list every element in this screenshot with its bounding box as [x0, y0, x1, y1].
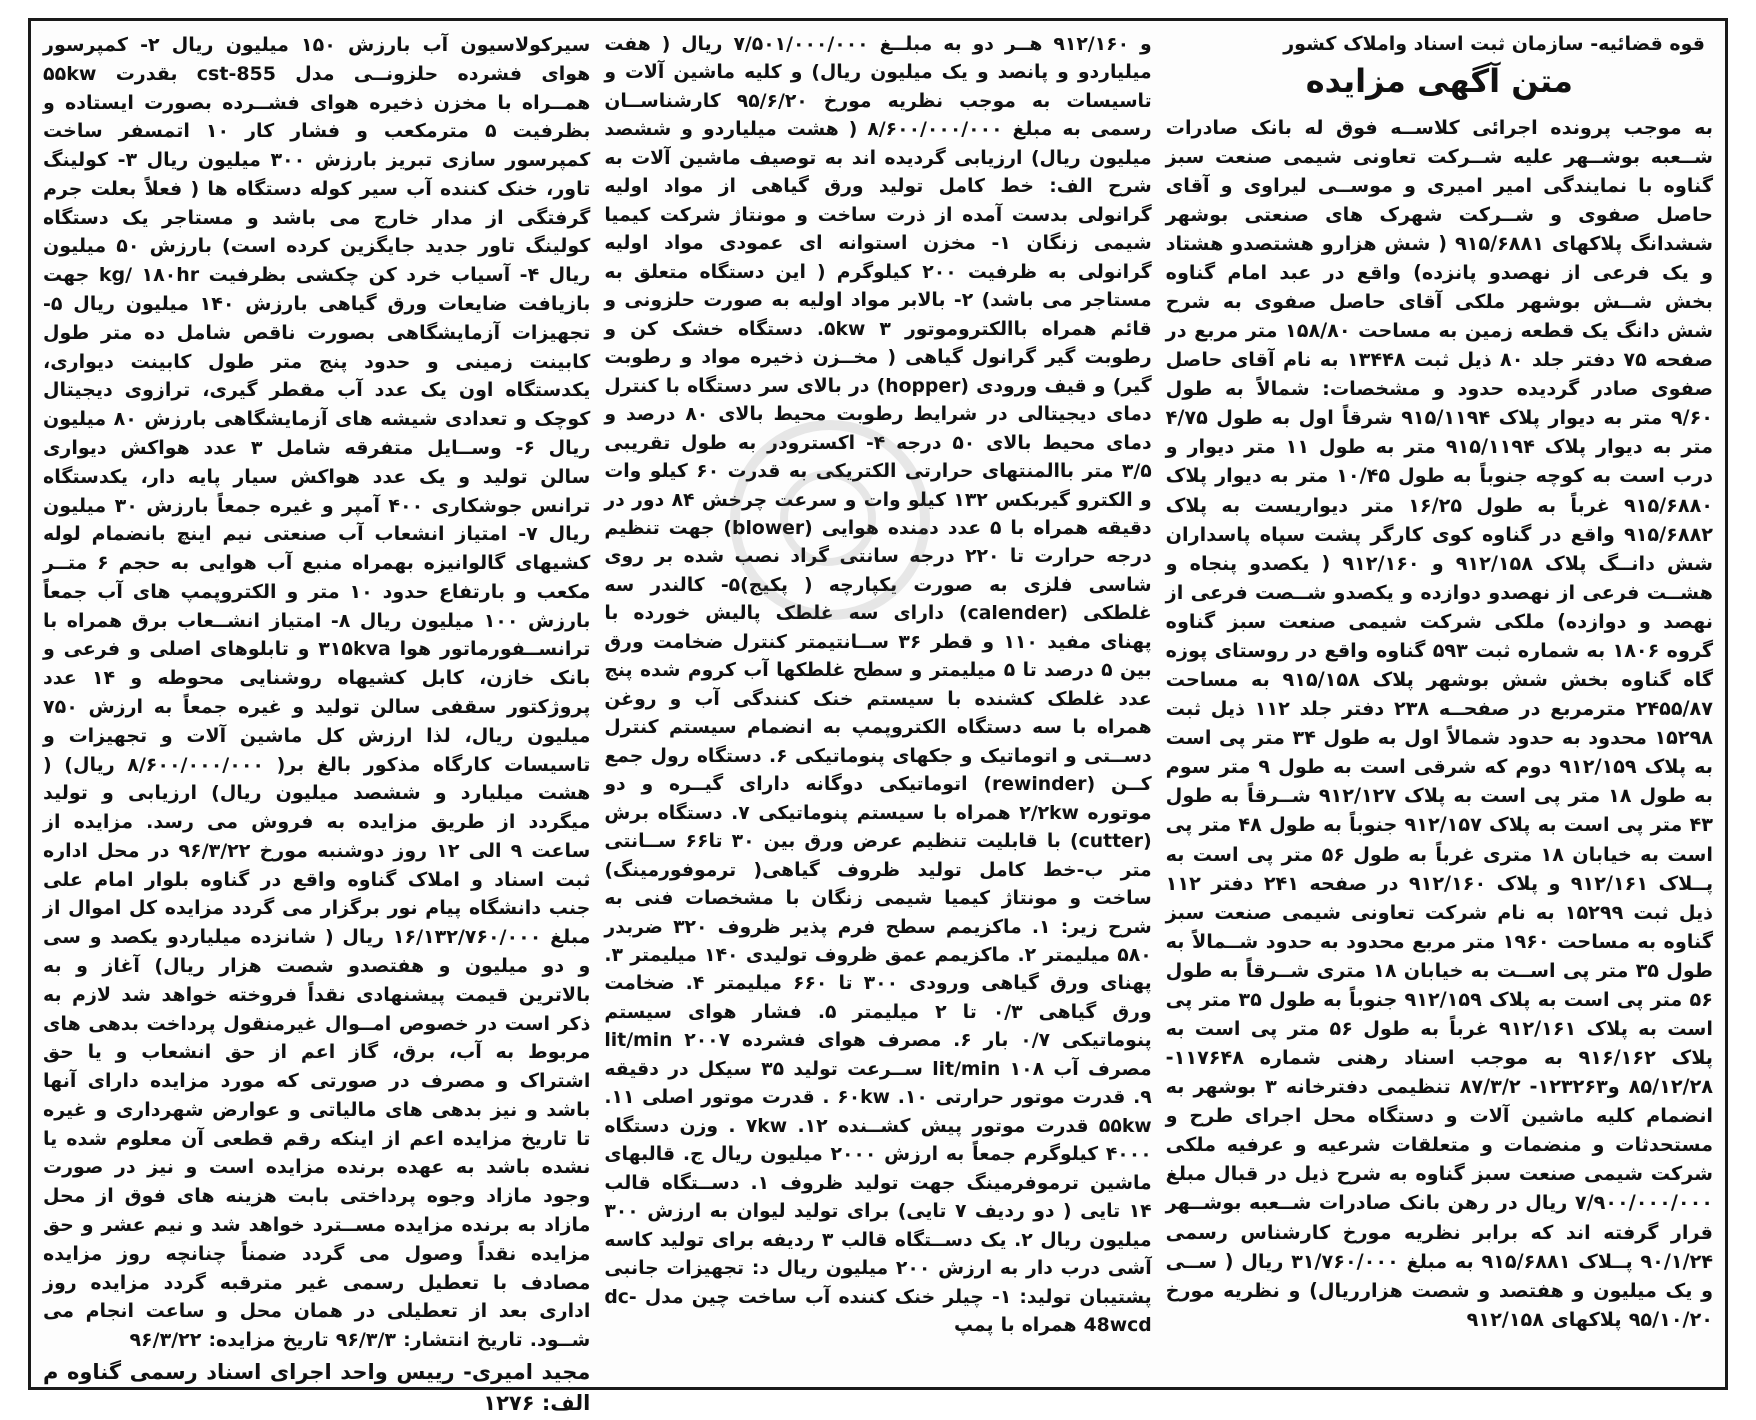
- column-3-text: سیرکولاسیون آب بارزش ۱۵۰ میلیون ریال ۲- کمپرسور هوای فشرده حلزونــی مدل cst-855 بقدرت ۵۵kw همــراه با مخزن ذخیره هوای فشــرده بصورت ایستاده و بظرفیت ۵ مترمکعب و فشار کار ۱۰ اتمسفر ساخت کمپرسور سازی تبریز بارزش ۳۰۰ میلیون ریال ۳- کولینگ تاور، خنک کننده آب سیر کوله دستگاه ها ( فعلاً بعلت جرم گرفتگی از مدار خارج می باشد و مستاجر یک دستگاه کولینگ تاور جدید جایگزین کرده است) بارزش ۵۰ میلیون ریال ۴- آسیاب خرد کن چکشی بظرفیت kg/ ۱۸۰hr جهت بازیافت ضایعات ورق گیاهی بارزش ۱۴۰ میلیون ریال ۵- تجهیزات آزمایشگاهی بصورت ناقص شامل ده متر طول کابینت زمینی و حدود پنج متر طول کابینت دیواری، یکدستگاه اون یک عدد آب مقطر گیری، ترازوی دیجیتال کوچک و تعدادی شیشه های آزمایشگاهی بارزش ۸۰ میلیون ریال ۶- وســایل متفرقه شامل ۳ عدد هواکش دیواری سالن تولید و یک عدد هواکش سیار پایه دار، یکدستگاه ترانس جوشکاری ۴۰۰ آمپر و غیره جمعاً بارزش ۳۰ میلیون ریال ۷- امتیاز انشعاب آب صنعتی نیم اینچ بانضمام لوله کشیهای گالوانیزه بهمراه منبع آب هوایی به حجم ۶ متــر مکعب و بارتفاع حدود ۱۰ متر و الکتروپمپ های آب جمعاً بارزش ۱۰۰ میلیون ریال ۸- امتیاز انشــعاب برق همراه با ترانســفورماتور هوا ۳۱۵kva و تابلوهای اصلی و فرعی و بانک خازن، کابل کشیهاه روشنایی محوطه و ۱۴ عدد پروژکتور سقفی سالن تولید و غیره جمعاً به ارزش ۷۵۰ میلیون ریال، لذا ارزش کل ماشین آلات و تجهیزات و تاسیسات کارگاه مذکور بالغ بر( ۸/۶۰۰/۰۰۰/۰۰۰ ریال) ( هشت میلیارد و ششصد میلیون ریال) ارزیابی و تولید میگردد از طریق مزایده به فروش می رسد. مزایده از ساعت ۹ الی ۱۲ روز دوشنبه مورخ ۹۶/۳/۲۲ در محل اداره ثبت اسناد و املاک گناوه واقع در گناوه بلوار امام علی جنب دانشگاه پیام نور برگزار می گردد مزایده کل اموال از مبلغ ۱۶/۱۳۲/۷۶۰/۰۰۰ ریال ( شانزده میلیاردو یکصد و سی و دو میلیون و هفتصدو شصت هزار ریال) آغاز و به بالاترین قیمت پیشنهادی نقداً فروخته خواهد شد لازم به ذکر است در خصوص امــوال غیرمنقول پرداخت بدهی های مربوط به آب، برق، گاز اعم از حق انشعاب و یا حق اشتراک و مصرف در صورتی که مورد مزایده دارای آنها باشد و نیز بدهی های مالیاتی و عوارض شهرداری و غیره تا تاریخ مزایده اعم از اینکه رقم قطعی آن معلوم شده یا نشده باشد به عهده برنده مزایده است و نیز در صورت وجود مازاد وجوه پرداختی بابت هزینه های فوق از محل مازاد به برنده مزایده مســترد خواهد شد و نیم عشر و حق مزایده نقداً وصول می گردد ضمناً چنانچه روز مزایده مصادف با تعطیل رسمی غیر مترقبه گردد مزایده روز اداری بعد از تعطیلی در همان محل و ساعت انجام می شــود. تاریخ انتشار: ۹۶/۳/۳ تاریخ مزایده: ۹۶/۳/۲۲: [43, 34, 591, 1352]
- organization-line: قوه قضائیه- سازمان ثبت اسناد واملاک کشور: [1283, 33, 1705, 55]
- ad-title: متن آگهی مزایده: [1305, 61, 1573, 100]
- column-1-text: به موجب پرونده اجرائی کلاســه فوق له بانک صادرات شــعبه بوشــهر علیه شــرکت تعاونی شیمی صنعت سبز گناوه با نمایندگی امیر امیری و موســی لیراوی و آقای حاصل صفوی و شــرکت شهرک های صنعتی بوشهر ششدانگ پلاکهای ۹۱۵/۶۸۸۱ ( شش هزارو هشتصدو هشتاد و یک فرعی از نهصدو پانزده) واقع در عبد امام گناوه بخش شــش بوشهر ملکی آقای حاصل صفوی به شرح شش دانگ یک قطعه زمین به مساحت ۱۵۸/۸۰ متر مربع در صفحه ۷۵ دفتر جلد ۸۰ ذیل ثبت ۱۳۴۴۸ به نام آقای حاصل صفوی صادر گردیده حدود و مشخصات: شمالاً به طول ۹/۶۰ متر به دیوار پلاک ۹۱۵/۱۱۹۴ شرقاً اول به طول ۴/۷۵ متر به دیوار پلاک ۹۱۵/۱۱۹۴ متر به طول ۱۱ متر دیوار و درب است به کوچه جنوباً به طول ۱۰/۴۵ متر به دیوار پلاک ۹۱۵/۶۸۸۰ غرباً به طول ۱۶/۲۵ متر دیواریست به پلاک ۹۱۵/۶۸۸۲ واقع در گناوه کوی کارگر پشت سپاه پاسداران شش دانــگ پلاک ۹۱۲/۱۵۸ و ۹۱۲/۱۶۰ ( یکصدو پنجاه و هشــت فرعی از نهصدو دوازده و یکصدو شــصت فرعی از نهصد و دوازده) ملکی شرکت شیمی صنعت سبز گناوه گروه ۱۸۰۶ به شماره ثبت ۵۹۳ گناوه واقع در روستای پوزه گاه گناوه بخش شش بوشهر پلاک ۹۱۵/۱۵۸ به مساحت ۲۴۵۵/۸۷ مترمربع در صفحــه ۲۳۸ دفتر جلد ۱۱۲ ذیل ثبت ۱۵۲۹۸ محدود به حدود شمالاً اول به طول ۳۴ متر پی است به پلاک ۹۱۲/۱۵۹ دوم که شرقی است به طول ۹ متر سوم به طول ۱۸ متر پی است به پلاک ۹۱۲/۱۲۷ شــرقاً به طول ۴۳ متر پی است به پلاک ۹۱۲/۱۵۷ جنوباً به طول ۴۸ متر پی است به خیابان ۱۸ متری غرباً به طول ۵۶ متر پی است به پــلاک ۹۱۲/۱۶۱ و پلاک ۹۱۲/۱۶۰ در صفحه ۲۴۱ دفتر ۱۱۲ ذیل ثبت ۱۵۲۹۹ به نام شرکت تعاونی شیمی صنعت سبز گناوه به مساحت ۱۹۶۰ متر مربع محدود به حدود شــمالاً به طول ۳۵ متر پی اســت به خیابان ۱۸ متری شــرقاً به طول ۵۶ متر پی است به پلاک ۹۱۲/۱۵۹ جنوباً به طول ۳۵ متر پی است به پلاک ۹۱۲/۱۶۱ غرباً به طول ۵۶ متر پی است به پلاک ۹۱۶/۱۶۲ به موجب اسناد رهنی شماره ۱۱۷۶۴۸- ۸۵/۱۲/۲۸ و۱۲۳۲۶۳- ۸۷/۳/۲ تنظیمی دفترخانه ۳ بوشهر به انضمام کلیه ماشین آلات و دستگاه محل اجرای طرح و مستحدثات و منضمات و متعلقات شرعیه و عرفیه ملکی شرکت شیمی صنعت سبز گناوه به شرح ذیل در قبال مبلغ ۷/۹۰۰/۰۰۰/۰۰۰ ریال در رهن بانک صادرات شــعبه بوشــهر قرار گرفته اند که برابر نظریه مورخ کارشناس رسمی ۹۰/۱/۲۴ پــلاک ۹۱۵/۶۸۸۱ به مبلغ ۳۱/۷۶۰/۰۰۰ ریال ( ســی و یک میلیون و هفتصد و شصت هزارریال) و نظریه مورخ ۹۵/۱۰/۲۰ پلاکهای ۹۱۲/۱۵۸: [1165, 115, 1714, 1331]
- column-2-text: و ۹۱۲/۱۶۰ هــر دو به مبلــغ ۷/۵۰۱/۰۰۰/۰۰۰ ریال ( هفت میلیاردو و پانصد و یک میلیون ریال) و کلیه ماشین آلات و تاسیسات به موجب نظریه مورخ ۹۵/۶/۲۰ کارشناســان رسمی به مبلغ ۸/۶۰۰/۰۰۰/۰۰۰ ( هشت میلیاردو و ششصد میلیون ریال) ارزیابی گردیده اند به توصیف ماشین آلات به شرح الف: خط کامل تولید ورق گیاهی از مواد اولیه گرانولی بدست آمده از ذرت ساخت و مونتاژ شرکت کیمیا شیمی زنگان ۱- مخزن استوانه ای عمودی مواد اولیه گرانولی به ظرفیت ۲۰۰ کیلوگرم ( این دستگاه متعلق به مستاجر می باشد) ۲- بالابر مواد اولیه به صورت حلزونی و قائم همراه باالکتروموتور ۵kw ۳. دستگاه خشک کن و رطوبت گیر گرانول گیاهی ( مخــزن ذخیره مواد و رطوبت گیر) و قیف ورودی (hopper) در بالای سر دستگاه با کنترل دمای دیجیتالی در شرایط رطوبت محیط بالای ۸۰ درصد و دمای محیط بالای ۵۰ درجه ۴- اکسترودر به طول تقریبی ۳/۵ متر باالمنتهای حرارتی الکتریکی به قدرت ۶۰ کیلو وات و الکترو گیربکس ۱۳۲ کیلو وات و سرعت چرخش ۸۴ دور در دقیقه همراه با ۵ عدد دمنده هوایی (blower) جهت تنظیم درجه حرارت تا ۲۲۰ درجه سانتی گراد نصب شده بر روی شاسی فلزی به صورت یکپارچه ( پکیج)۵- کالندر سه غلطکی (calender) دارای سه غلطک پالیش خورده با پهنای مفید ۱۱۰ و قطر ۳۶ ســانتیمتر کنترل ضخامت ورق بین ۵ درصد تا ۵ میلیمتر و سطح غلطکها آب کروم شده پنج عدد غلطک کشنده با سیستم خنک کنندگی آب و روغن همراه با سه دستگاه الکتروپمپ به انضمام سیستم کنترل دســتی و اتوماتیک و جکهای پنوماتیکی ۶. دستگاه رول جمع کــن (rewinder) اتوماتیکی دوگانه دارای گیــره و دو موتوره ۲/۲kw همراه با سیستم پنوماتیکی ۷. دستگاه برش (cutter) با قابلیت تنظیم عرض ورق بین ۳۰ تا۶۶ ســانتی متر ب-خط کامل تولید ظروف گیاهی( ترموفورمینگ) ساخت و مونتاژ کیمیا شیمی زنگان با مشخصات فنی به شرح زیر: ۱. ماکزیمم سطح فرم پذیر ظروف ۳۲۰ ضربدر ۵۸۰ میلیمتر ۲. ماکزیمم عمق ظروف تولیدی ۱۴۰ میلیمتر ۳. پهنای ورق گیاهی ورودی ۳۰۰ تا ۶۶۰ میلیمتر ۴. ضخامت ورق گیاهی ۰/۳ تا ۲ میلیمتر ۵. فشار هوای سیستم پنوماتیکی ۰/۷ بار ۶. مصرف هوای فشرده ۲۰۰۷ lit/min مصرف آب ۱۰۸ lit/min ســرعت تولید ۳۵ سیکل در دقیقه ۹. قدرت موتور حرارتی ۱۰. ۶۰kw . قدرت موتور اصلی ۱۱. ۵۵kw قدرت موتور پیش کشــنده ۱۲. ۷kw . وزن دستگاه ۴۰۰۰ کیلوگرم جمعاً به ارزش ۲۰۰۰ میلیون ریال ج. قالبهای ماشین ترموفرمینگ جهت تولید ظروف ۱. دســتگاه قالب ۱۴ تایی ( دو ردیف ۷ تایی) برای تولید لیوان به ارزش ۳۰۰ میلیون ریال ۲. یک دســتگاه قالب ۳ ردیفه برای تولید کاسه آشی درب دار به ارزش ۲۰۰ میلیون ریال د: تجهیزات جانبی پشتیبان تولید: ۱- چیلر خنک کننده آب ساخت چین مدل dc-48wcd همراه با پمپ: [604, 34, 1152, 1337]
- column-1: [1166, 31, 1713, 1375]
- column-3: [43, 31, 591, 1416]
- ad-frame: [28, 18, 1728, 1416]
- column-2: [604, 31, 1151, 1375]
- ad-header: [1166, 31, 1713, 107]
- signature-line: مجید امیری- رییس واحد اجرای اسناد رسمی گناوه م الف: ۱۲۷۶: [43, 1359, 591, 1416]
